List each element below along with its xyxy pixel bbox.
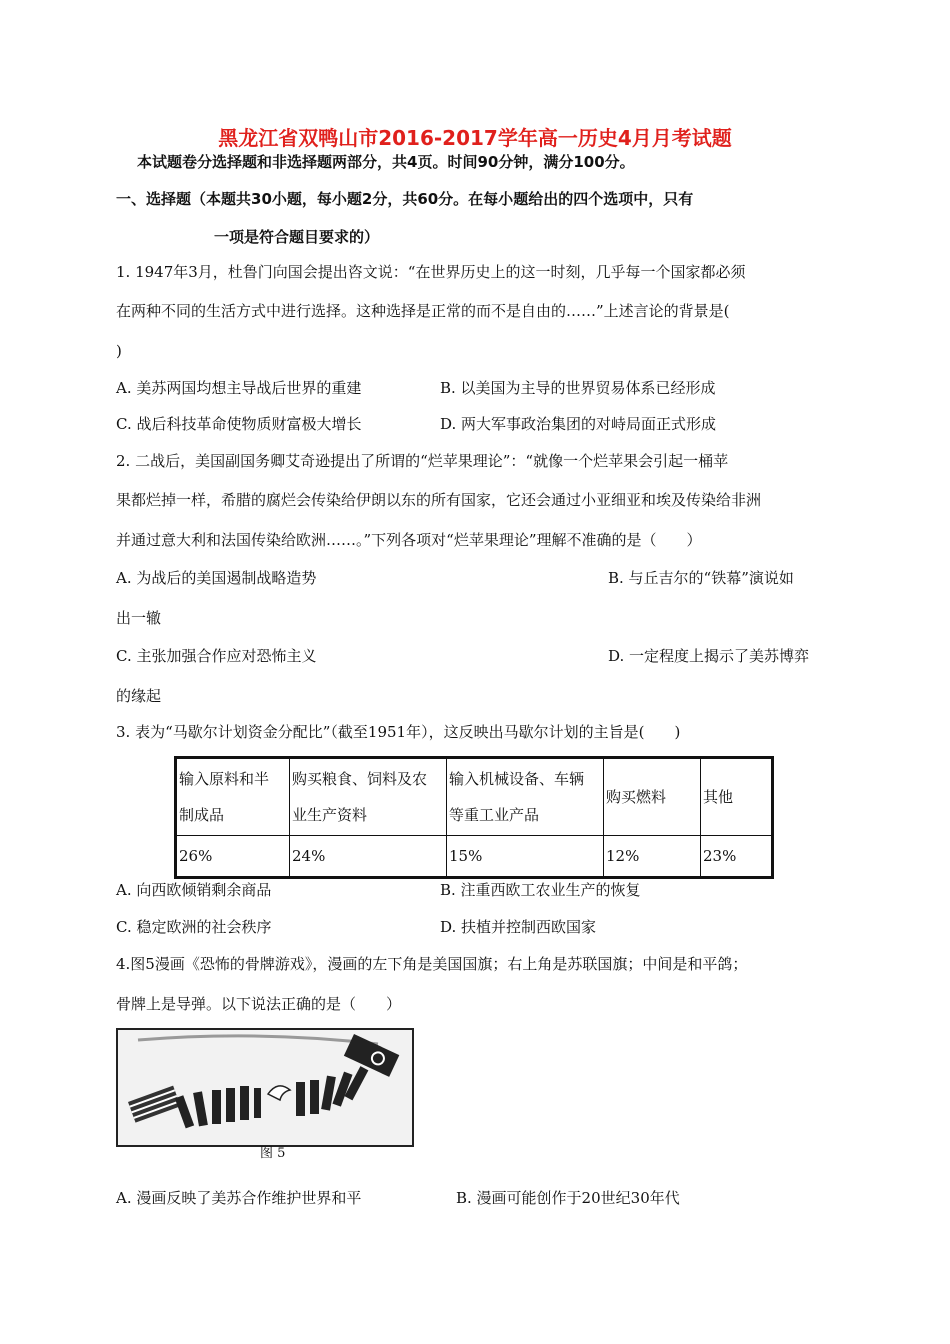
table-cell: 23% xyxy=(701,836,773,878)
table-cell: 15% xyxy=(447,836,604,878)
domino-cartoon-drawing xyxy=(118,1030,412,1145)
table-header-cell: 输入原料和半 制成品 xyxy=(176,758,290,836)
table-header-cell: 购买粮食、饲料及农 业生产资料 xyxy=(290,758,447,836)
q4-stem-line2: 骨牌上是导弹。以下说法正确的是（ ） xyxy=(116,995,402,1013)
q2-option-b: B. 与丘吉尔的“铁幕”演说如 xyxy=(608,569,794,587)
q4-option-b: B. 漫画可能创作于20世纪30年代 xyxy=(456,1189,680,1207)
section-heading-line2: 一项是符合题目要求的） xyxy=(214,228,380,246)
q4-stem-line1: 4.图5漫画《恐怖的骨牌游戏》，漫画的左下角是美国国旗；右上角是苏联国旗；中间是和平鸽； xyxy=(116,955,748,973)
q1-stem-line3: ) xyxy=(116,342,122,360)
table-header-cell: 输入机械设备、车辆 等重工业产品 xyxy=(447,758,604,836)
q1-stem-line2: 在两种不同的生活方式中进行选择。这种选择是正常的而不是自由的……”上述言论的背景是( xyxy=(116,302,730,320)
q2-option-b-cont: 出一辙 xyxy=(116,609,162,627)
table-cell: 24% xyxy=(290,836,447,878)
exam-title: 黑龙江省双鸭山市2016-2017学年高一历史4月月考试题 xyxy=(218,126,732,150)
table-header-cell: 购买燃料 xyxy=(604,758,701,836)
q1-option-c: C. 战后科技革命使物质财富极大增长 xyxy=(116,415,362,433)
table-row xyxy=(176,758,773,836)
q1-option-a: A. 美苏两国均想主导战后世界的重建 xyxy=(116,379,362,397)
q2-stem-line3: 并通过意大利和法国传染给欧洲……。”下列各项对“烂苹果理论”理解不准确的是（ ） xyxy=(116,531,702,549)
q2-option-c: C. 主张加强合作应对恐怖主义 xyxy=(116,647,317,665)
table-cell: 26% xyxy=(176,836,290,878)
q3-option-a: A. 向西欧倾销剩余商品 xyxy=(116,881,272,899)
q4-option-a: A. 漫画反映了美苏合作维护世界和平 xyxy=(116,1189,362,1207)
table-header-cell: 其他 xyxy=(701,758,773,836)
q3-option-d: D. 扶植并控制西欧国家 xyxy=(440,918,597,936)
q1-option-b: B. 以美国为主导的世界贸易体系已经形成 xyxy=(440,379,716,397)
q3-option-c: C. 稳定欧洲的社会秩序 xyxy=(116,918,272,936)
q2-stem-line2: 果都烂掉一样，希腊的腐烂会传染给伊朗以东的所有国家，它还会通过小亚细亚和埃及传染给非洲 xyxy=(116,491,762,509)
q3-stem: 3. 表为“马歇尔计划资金分配比”（截至1951年），这反映出马歇尔计划的主旨是( ) xyxy=(116,723,681,741)
table-row xyxy=(176,836,773,878)
q2-option-d-cont: 的缘起 xyxy=(116,687,162,705)
section-heading-line1: 一、选择题（本题共30小题，每小题2分，共60分。在每小题给出的四个选项中，只有 xyxy=(116,190,694,208)
table-cell: 12% xyxy=(604,836,701,878)
q2-option-d: D. 一定程度上揭示了美苏博弈 xyxy=(608,647,810,665)
q1-stem-line1: 1. 1947年3月，杜鲁门向国会提出咨文说：“在世界历史上的这一时刻，几乎每一个国家都必须 xyxy=(116,263,746,281)
q2-stem-line1: 2. 二战后，美国副国务卿艾奇逊提出了所谓的“烂苹果理论”：“就像一个烂苹果会引起一桶苹 xyxy=(116,452,729,470)
q2-option-a: A. 为战后的美国遏制战略造势 xyxy=(116,569,317,587)
domino-cartoon-image xyxy=(116,1028,414,1147)
q3-option-b: B. 注重西欧工农业生产的恢复 xyxy=(440,881,641,899)
q1-option-d: D. 两大军事政治集团的对峙局面正式形成 xyxy=(440,415,717,433)
marshall-plan-table xyxy=(174,756,774,879)
exam-intro: 本试题卷分选择题和非选择题两部分，共4页。时间90分钟，满分100分。 xyxy=(137,153,635,171)
figure-caption: 图 5 xyxy=(260,1146,286,1161)
